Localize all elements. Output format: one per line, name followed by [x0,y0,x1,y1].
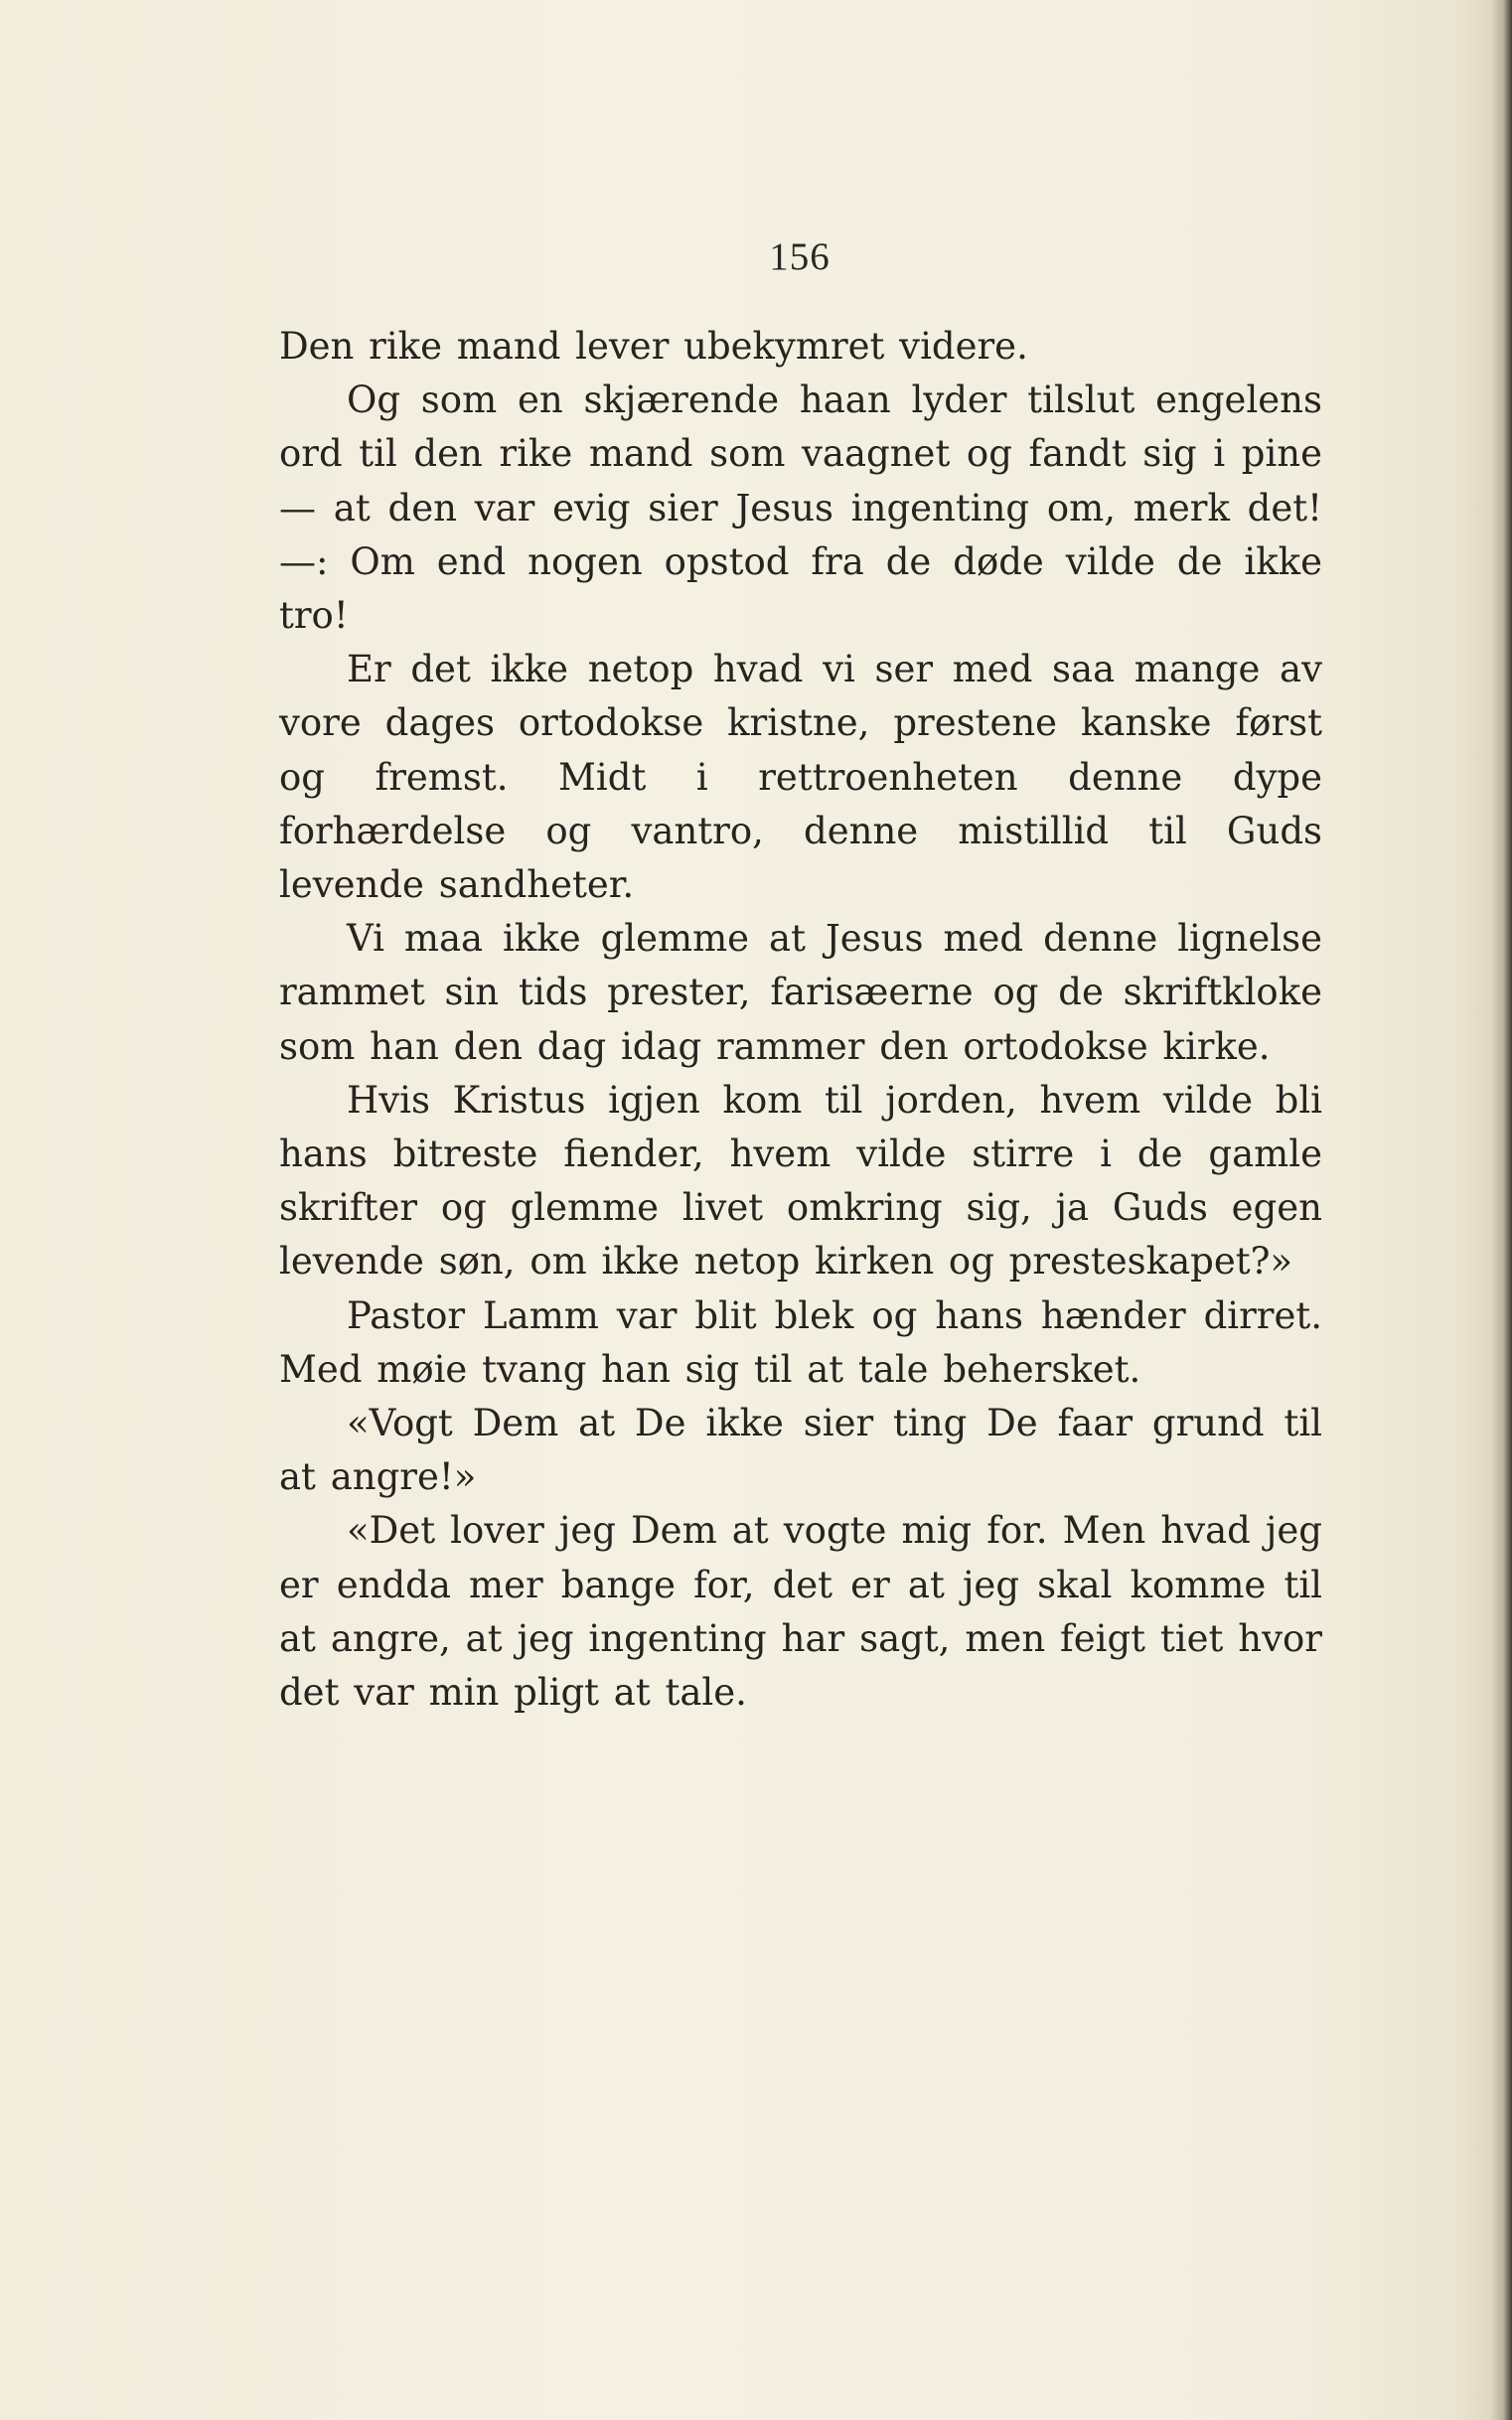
page-edge-shadow [1490,0,1512,2420]
paragraph-5: Hvis Kristus igjen kom til jorden, hvem vilde bli hans bitreste fiender, hvem vilde stirre i de gamle skrifter og glemme livet omkring sig, ja Guds egen levende søn, om ikke netop kirken og presteskapet?» [279,1078,1322,1284]
paragraph-4: Vi maa ikke glemme at Jesus med denne lignelse rammet sin tids prester, farisæerne og de skriftkloke som han den dag idag rammer den ortodokse kirke. [279,917,1322,1068]
paragraph-6: Pastor Lamm var blit blek og hans hænder dirret. Med møie tvang han sig til at tale behersket. [279,1293,1322,1391]
paragraph-2: Og som en skjærende haan lyder tilslut engelens ord til den rike mand som vaagnet og fandt sig i pine — at den var evig sier Jesus ingenting om, merk det! —: Om end nogen opstod fra de døde vilde de ikke tro! [279,378,1322,638]
paragraph-1: Den rike mand lever ubekymret videre. [279,325,1028,368]
body-text [279,320,1322,1720]
page-number: 156 [769,235,831,278]
paragraph-3: Er det ikke netop hvad vi ser med saa mange av vore dages ortodokse kristne, prestene kanske først og fremst. Midt i rettroenheten denne dype forhærdelse og vantro, denne mistillid til Guds levende sandheter. [279,648,1322,907]
paragraph-8: «Det lover jeg Dem at vogte mig for. Men hvad jeg er endda mer bange for, det er at jeg skal komme til at angre, at jeg ingenting har sagt, men feigt tiet hvor det var min pligt at tale. [279,1509,1322,1715]
paragraph-7: «Vogt Dem at De ikke sier ting De faar grund til at angre!» [279,1402,1322,1499]
